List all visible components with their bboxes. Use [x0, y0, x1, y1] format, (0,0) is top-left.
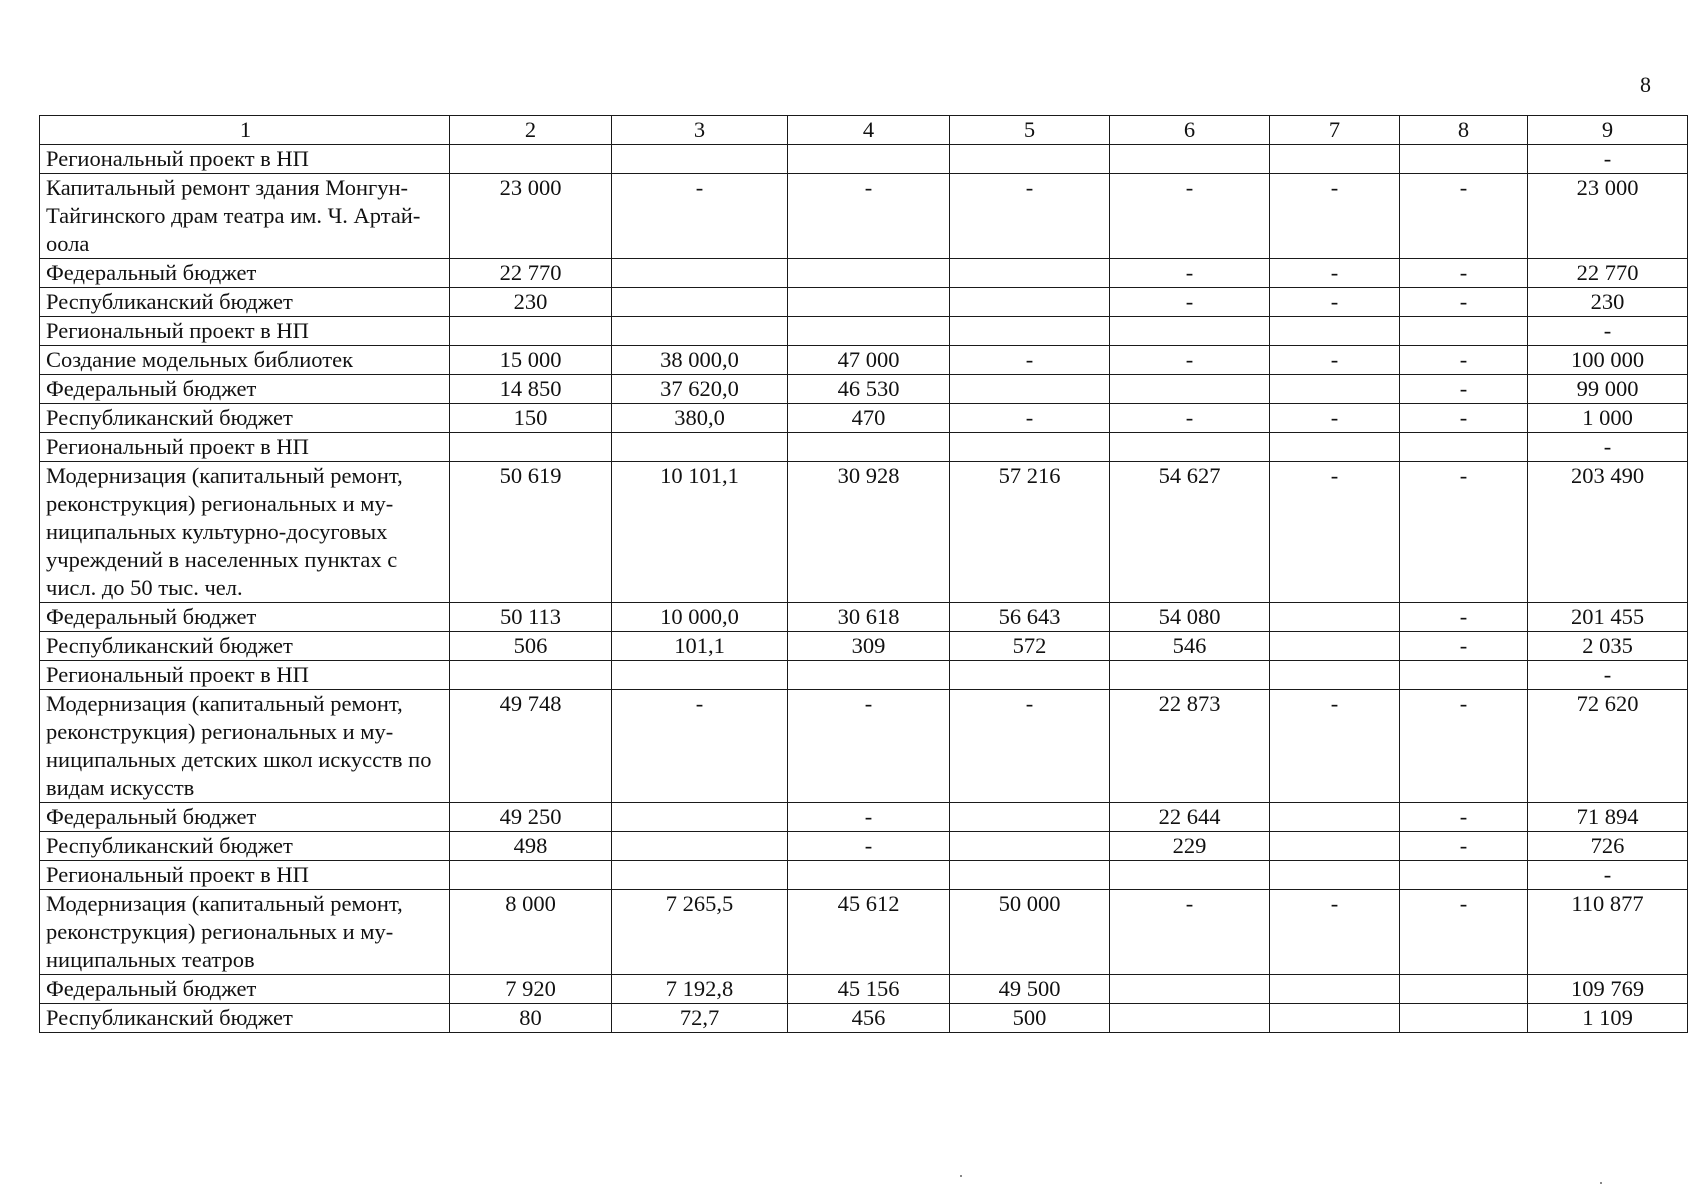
value-cell-col-8: - [1400, 890, 1528, 975]
row-label-cell: Региональный проект в НП [40, 145, 450, 174]
value-cell-col-9: 109 769 [1528, 975, 1688, 1004]
value-cell-col-8 [1400, 317, 1528, 346]
value-cell-col-7 [1270, 832, 1400, 861]
value-cell-col-7 [1270, 803, 1400, 832]
value-cell-col-9: 110 877 [1528, 890, 1688, 975]
table-row [40, 832, 1688, 861]
value-cell-col-6 [1110, 861, 1270, 890]
value-cell-col-3: 37 620,0 [612, 375, 788, 404]
value-cell-col-4: 45 612 [788, 890, 950, 975]
value-cell-col-8 [1400, 661, 1528, 690]
value-cell-col-9: 23 000 [1528, 174, 1688, 259]
value-cell-col-8: - [1400, 632, 1528, 661]
table-row [40, 603, 1688, 632]
value-cell-col-9: 1 000 [1528, 404, 1688, 433]
value-cell-col-2: 7 920 [450, 975, 612, 1004]
value-cell-col-6 [1110, 145, 1270, 174]
value-cell-col-5: 57 216 [950, 462, 1110, 603]
row-label-cell: Модернизация (капитальный ремонт, реконструкция) региональных и му-ниципальных культурно-досуговых учреждений в населенных пунктах с числ. до 50 тыс. чел. [40, 462, 450, 603]
row-label-cell: Капитальный ремонт здания Монгун-Тайгинского драм театра им. Ч. Артай-оола [40, 174, 450, 259]
row-label-cell: Республиканский бюджет [40, 832, 450, 861]
table-row [40, 288, 1688, 317]
value-cell-col-3: 10 000,0 [612, 603, 788, 632]
value-cell-col-7 [1270, 632, 1400, 661]
table-row [40, 690, 1688, 803]
value-cell-col-3: 3 [612, 116, 788, 145]
value-cell-col-5 [950, 661, 1110, 690]
value-cell-col-5: 572 [950, 632, 1110, 661]
value-cell-col-4: 4 [788, 116, 950, 145]
table-row [40, 632, 1688, 661]
value-cell-col-4: 46 530 [788, 375, 950, 404]
value-cell-col-5 [950, 145, 1110, 174]
table-row [40, 1004, 1688, 1033]
value-cell-col-5 [950, 803, 1110, 832]
value-cell-col-8: - [1400, 690, 1528, 803]
value-cell-col-6 [1110, 317, 1270, 346]
table-row [40, 975, 1688, 1004]
value-cell-col-3 [612, 803, 788, 832]
table-row [40, 174, 1688, 259]
value-cell-col-5: 5 [950, 116, 1110, 145]
value-cell-col-4: 47 000 [788, 346, 950, 375]
value-cell-col-4: 45 156 [788, 975, 950, 1004]
table-row [40, 145, 1688, 174]
value-cell-col-9: - [1528, 661, 1688, 690]
value-cell-col-6 [1110, 1004, 1270, 1033]
value-cell-col-5 [950, 832, 1110, 861]
row-label-cell: Республиканский бюджет [40, 288, 450, 317]
value-cell-col-2 [450, 317, 612, 346]
value-cell-col-2 [450, 861, 612, 890]
value-cell-col-5 [950, 861, 1110, 890]
value-cell-col-4 [788, 861, 950, 890]
value-cell-col-8: - [1400, 832, 1528, 861]
value-cell-col-3: 7 265,5 [612, 890, 788, 975]
value-cell-col-8 [1400, 1004, 1528, 1033]
table-row [40, 375, 1688, 404]
value-cell-col-8: - [1400, 174, 1528, 259]
value-cell-col-4 [788, 259, 950, 288]
value-cell-col-3 [612, 661, 788, 690]
row-label-cell: Модернизация (капитальный ремонт, реконструкция) региональных и му-ниципальных детских школ искусств по видам искусств [40, 690, 450, 803]
table-row [40, 861, 1688, 890]
value-cell-col-2: 2 [450, 116, 612, 145]
value-cell-col-9: 201 455 [1528, 603, 1688, 632]
page-number: 8 [1640, 72, 1651, 97]
value-cell-col-8 [1400, 145, 1528, 174]
row-label-cell: Республиканский бюджет [40, 1004, 450, 1033]
value-cell-col-6: - [1110, 288, 1270, 317]
value-cell-col-7: - [1270, 288, 1400, 317]
value-cell-col-2: 50 113 [450, 603, 612, 632]
row-label-cell: Региональный проект в НП [40, 861, 450, 890]
value-cell-col-5: 50 000 [950, 890, 1110, 975]
table-row [40, 346, 1688, 375]
value-cell-col-7: - [1270, 690, 1400, 803]
value-cell-col-4 [788, 661, 950, 690]
value-cell-col-4 [788, 145, 950, 174]
value-cell-col-3 [612, 259, 788, 288]
value-cell-col-6: 546 [1110, 632, 1270, 661]
value-cell-col-4: 456 [788, 1004, 950, 1033]
value-cell-col-9: 9 [1528, 116, 1688, 145]
table-row [40, 890, 1688, 975]
value-cell-col-8: - [1400, 462, 1528, 603]
value-cell-col-2 [450, 433, 612, 462]
value-cell-col-2: 80 [450, 1004, 612, 1033]
table-row [40, 803, 1688, 832]
value-cell-col-2: 8 000 [450, 890, 612, 975]
value-cell-col-5: - [950, 404, 1110, 433]
row-label-cell: Федеральный бюджет [40, 375, 450, 404]
value-cell-col-2: 49 250 [450, 803, 612, 832]
row-label-cell: Создание модельных библиотек [40, 346, 450, 375]
value-cell-col-6: 54 080 [1110, 603, 1270, 632]
value-cell-col-3: - [612, 174, 788, 259]
value-cell-col-6 [1110, 375, 1270, 404]
value-cell-col-6: 22 644 [1110, 803, 1270, 832]
value-cell-col-8: - [1400, 375, 1528, 404]
row-label-cell: Республиканский бюджет [40, 404, 450, 433]
value-cell-col-2 [450, 145, 612, 174]
table-row [40, 317, 1688, 346]
value-cell-col-3 [612, 288, 788, 317]
value-cell-col-8: - [1400, 404, 1528, 433]
value-cell-col-6: 22 873 [1110, 690, 1270, 803]
table-row [40, 462, 1688, 603]
table-row [40, 404, 1688, 433]
row-label-cell: Федеральный бюджет [40, 803, 450, 832]
value-cell-col-9: 99 000 [1528, 375, 1688, 404]
value-cell-col-2 [450, 661, 612, 690]
value-cell-col-6: 54 627 [1110, 462, 1270, 603]
value-cell-col-3: 38 000,0 [612, 346, 788, 375]
value-cell-col-3: 101,1 [612, 632, 788, 661]
budget-table [39, 115, 1688, 1033]
value-cell-col-2: 230 [450, 288, 612, 317]
value-cell-col-8: - [1400, 259, 1528, 288]
row-label-cell: Республиканский бюджет [40, 632, 450, 661]
value-cell-col-6: - [1110, 174, 1270, 259]
value-cell-col-9: - [1528, 145, 1688, 174]
value-cell-col-9: 726 [1528, 832, 1688, 861]
value-cell-col-3 [612, 861, 788, 890]
value-cell-col-3: 7 192,8 [612, 975, 788, 1004]
value-cell-col-9: - [1528, 317, 1688, 346]
value-cell-col-7: - [1270, 890, 1400, 975]
value-cell-col-5 [950, 317, 1110, 346]
value-cell-col-3 [612, 832, 788, 861]
value-cell-col-7 [1270, 375, 1400, 404]
value-cell-col-6: 229 [1110, 832, 1270, 861]
value-cell-col-9: 100 000 [1528, 346, 1688, 375]
value-cell-col-7: - [1270, 346, 1400, 375]
value-cell-col-9: 22 770 [1528, 259, 1688, 288]
value-cell-col-8: - [1400, 288, 1528, 317]
value-cell-col-6: - [1110, 404, 1270, 433]
value-cell-col-6: - [1110, 890, 1270, 975]
row-label-cell: Региональный проект в НП [40, 433, 450, 462]
value-cell-col-8: - [1400, 803, 1528, 832]
value-cell-col-2: 50 619 [450, 462, 612, 603]
value-cell-col-5 [950, 375, 1110, 404]
value-cell-col-9: 1 109 [1528, 1004, 1688, 1033]
table-header-row [40, 116, 1688, 145]
value-cell-col-4: 30 928 [788, 462, 950, 603]
value-cell-col-2: 150 [450, 404, 612, 433]
value-cell-col-2: 49 748 [450, 690, 612, 803]
row-label-cell: 1 [40, 116, 450, 145]
row-label-cell: Региональный проект в НП [40, 317, 450, 346]
value-cell-col-8 [1400, 975, 1528, 1004]
value-cell-col-2: 506 [450, 632, 612, 661]
value-cell-col-2: 23 000 [450, 174, 612, 259]
value-cell-col-9: - [1528, 861, 1688, 890]
value-cell-col-7 [1270, 433, 1400, 462]
table-row [40, 661, 1688, 690]
value-cell-col-7 [1270, 975, 1400, 1004]
value-cell-col-6: - [1110, 346, 1270, 375]
value-cell-col-4: - [788, 803, 950, 832]
value-cell-col-4: 30 618 [788, 603, 950, 632]
value-cell-col-7: 7 [1270, 116, 1400, 145]
value-cell-col-8 [1400, 433, 1528, 462]
value-cell-col-7 [1270, 1004, 1400, 1033]
value-cell-col-3 [612, 433, 788, 462]
value-cell-col-4 [788, 288, 950, 317]
value-cell-col-6 [1110, 975, 1270, 1004]
value-cell-col-9: 230 [1528, 288, 1688, 317]
value-cell-col-8: - [1400, 603, 1528, 632]
value-cell-col-5: - [950, 690, 1110, 803]
value-cell-col-3: - [612, 690, 788, 803]
value-cell-col-4: - [788, 690, 950, 803]
value-cell-col-7 [1270, 661, 1400, 690]
table-row [40, 433, 1688, 462]
value-cell-col-6: - [1110, 259, 1270, 288]
value-cell-col-4: - [788, 174, 950, 259]
value-cell-col-7 [1270, 603, 1400, 632]
value-cell-col-3 [612, 317, 788, 346]
value-cell-col-9: - [1528, 433, 1688, 462]
row-label-cell: Федеральный бюджет [40, 603, 450, 632]
value-cell-col-5 [950, 288, 1110, 317]
value-cell-col-3: 72,7 [612, 1004, 788, 1033]
value-cell-col-7: - [1270, 404, 1400, 433]
value-cell-col-5: 49 500 [950, 975, 1110, 1004]
value-cell-col-2: 22 770 [450, 259, 612, 288]
value-cell-col-6 [1110, 433, 1270, 462]
value-cell-col-4: 470 [788, 404, 950, 433]
value-cell-col-5: - [950, 174, 1110, 259]
value-cell-col-9: 203 490 [1528, 462, 1688, 603]
value-cell-col-9: 72 620 [1528, 690, 1688, 803]
value-cell-col-4 [788, 317, 950, 346]
value-cell-col-2: 15 000 [450, 346, 612, 375]
value-cell-col-4 [788, 433, 950, 462]
value-cell-col-7: - [1270, 174, 1400, 259]
value-cell-col-8 [1400, 861, 1528, 890]
value-cell-col-3: 10 101,1 [612, 462, 788, 603]
value-cell-col-2: 498 [450, 832, 612, 861]
table-row [40, 259, 1688, 288]
value-cell-col-7 [1270, 317, 1400, 346]
value-cell-col-2: 14 850 [450, 375, 612, 404]
row-label-cell: Модернизация (капитальный ремонт, реконструкция) региональных и му-ниципальных театров [40, 890, 450, 975]
row-label-cell: Региональный проект в НП [40, 661, 450, 690]
value-cell-col-7: - [1270, 259, 1400, 288]
value-cell-col-3 [612, 145, 788, 174]
value-cell-col-9: 71 894 [1528, 803, 1688, 832]
value-cell-col-8: - [1400, 346, 1528, 375]
value-cell-col-8: 8 [1400, 116, 1528, 145]
value-cell-col-3: 380,0 [612, 404, 788, 433]
scan-speck [960, 1175, 962, 1177]
value-cell-col-6: 6 [1110, 116, 1270, 145]
value-cell-col-4: - [788, 832, 950, 861]
value-cell-col-7 [1270, 145, 1400, 174]
value-cell-col-5: 500 [950, 1004, 1110, 1033]
value-cell-col-7: - [1270, 462, 1400, 603]
value-cell-col-6 [1110, 661, 1270, 690]
value-cell-col-4: 309 [788, 632, 950, 661]
scan-speck [1600, 1182, 1602, 1184]
value-cell-col-5: 56 643 [950, 603, 1110, 632]
value-cell-col-9: 2 035 [1528, 632, 1688, 661]
value-cell-col-7 [1270, 861, 1400, 890]
row-label-cell: Федеральный бюджет [40, 259, 450, 288]
value-cell-col-5: - [950, 346, 1110, 375]
value-cell-col-5 [950, 259, 1110, 288]
row-label-cell: Федеральный бюджет [40, 975, 450, 1004]
value-cell-col-5 [950, 433, 1110, 462]
